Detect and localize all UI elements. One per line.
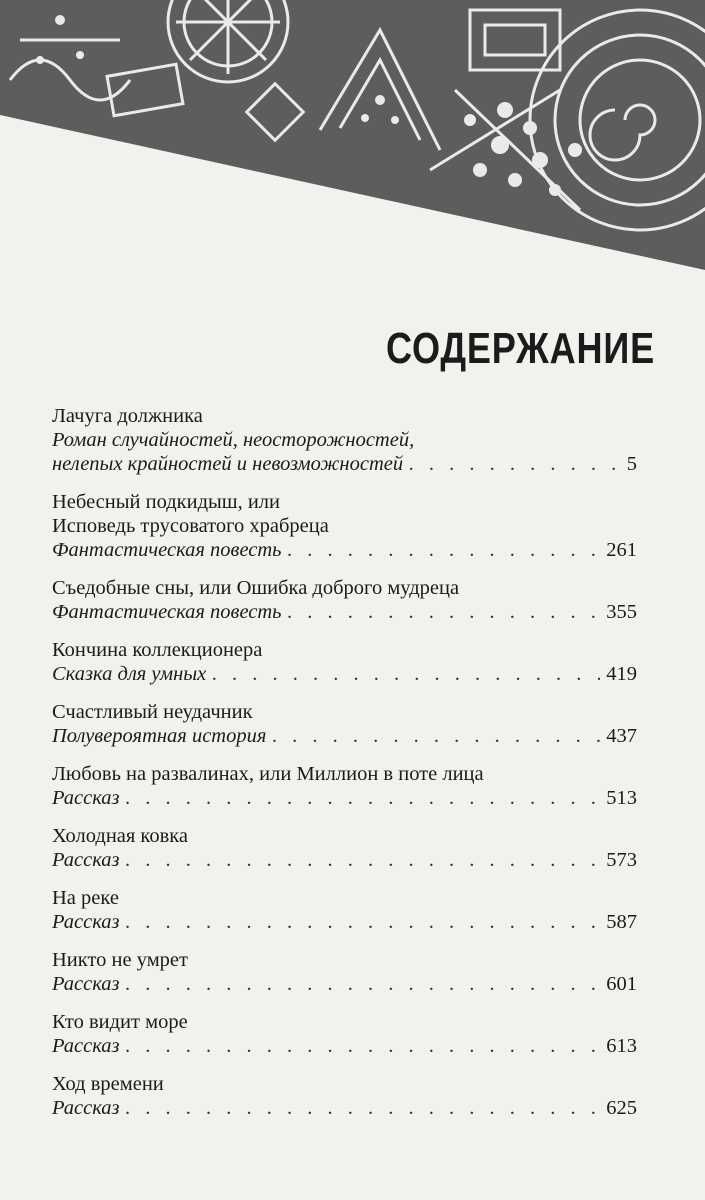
page-number: 601: [606, 973, 637, 995]
toc-entry: [52, 762, 637, 810]
toc-entry-title: На реке: [52, 887, 119, 909]
toc-entry-subtitle: [52, 786, 637, 810]
toc-entry: [52, 576, 637, 624]
toc-entry-subtitle-text: Рассказ: [52, 973, 120, 995]
toc-entry: [52, 1010, 637, 1058]
toc-entry-subtitle-text: Сказка для умных: [52, 663, 207, 685]
toc-entry-title: Никто не умрет: [52, 949, 188, 971]
page-title: СОДЕРЖАНИЕ: [385, 324, 655, 373]
toc-entry-title: Любовь на развалинах, или Миллион в поте лица: [52, 763, 484, 785]
page-number: 587: [606, 911, 637, 933]
toc-entry-subtitle-text: Рассказ: [52, 1097, 120, 1119]
toc-entry-title: Съедобные сны, или Ошибка доброго мудреца: [52, 577, 460, 599]
dot-leader: [288, 600, 601, 624]
page-number: 437: [606, 725, 637, 747]
dot-leader: [409, 452, 621, 476]
toc-entry: [52, 404, 637, 476]
dot-leader: [126, 910, 601, 934]
toc-entry-subtitle-text: Фантастическая повесть: [52, 539, 282, 561]
toc-entry-subtitle: [52, 848, 637, 872]
toc-entry-subtitle-text: Рассказ: [52, 787, 120, 809]
toc-entry-title: Небесный подкидыш, или: [52, 491, 281, 513]
page-number: 613: [606, 1035, 637, 1057]
toc-entry: [52, 948, 637, 996]
toc-entry-subtitle: [52, 972, 637, 996]
toc-entry-title: Холодная ковка: [52, 825, 189, 847]
dot-leader: [212, 662, 600, 686]
toc-entry: [52, 490, 637, 562]
page-number: 419: [606, 663, 637, 685]
toc-entry-subtitle: [52, 1096, 637, 1120]
toc-entry-subtitle-text: Рассказ: [52, 849, 120, 871]
toc-entry-subtitle-text: Фантастическая повесть: [52, 601, 282, 623]
dot-leader: [126, 786, 601, 810]
dot-leader: [126, 1096, 601, 1120]
toc-entry: [52, 1072, 637, 1120]
page-number: 573: [606, 849, 637, 871]
page-number: 513: [606, 787, 637, 809]
page-number: 355: [606, 601, 637, 623]
toc-entry-subtitle: [52, 662, 637, 686]
toc-entry-subtitle: [52, 1034, 637, 1058]
toc-entry-subtitle-text: Рассказ: [52, 911, 120, 933]
toc-entry-subtitle: [52, 600, 637, 624]
toc-entry-subtitle-text: нелепых крайностей и невозможностей: [52, 453, 404, 475]
toc-entry-subtitle: [52, 724, 637, 748]
toc-entry: [52, 886, 637, 934]
page-number: 625: [606, 1097, 637, 1119]
toc-entry-subtitle: [52, 910, 637, 934]
toc-entry-subtitle: [52, 538, 637, 562]
dot-leader: [288, 538, 601, 562]
dot-leader: [126, 972, 601, 996]
page-number: 5: [626, 453, 637, 475]
dot-leader: [126, 1034, 601, 1058]
toc-entry-title: Исповедь трусоватого храбреца: [52, 515, 329, 537]
toc-entry-title: Счастливый неудачник: [52, 701, 253, 723]
toc-entry-subtitle: Роман случайностей, неосторожностей,: [52, 429, 415, 451]
page-number: 261: [606, 539, 637, 561]
toc-entry: [52, 824, 637, 872]
toc-entry-title: Лачуга должника: [52, 405, 203, 427]
dot-leader: [126, 848, 601, 872]
toc-entry-title: Кончина коллекционера: [52, 639, 263, 661]
toc-entry-title: Кто видит море: [52, 1011, 188, 1033]
toc-entry-title: Ход времени: [52, 1073, 164, 1095]
toc-entry-subtitle: [52, 452, 637, 476]
dot-leader: [272, 724, 600, 748]
toc-entry-subtitle-text: Рассказ: [52, 1035, 120, 1057]
toc-entry: [52, 638, 637, 686]
toc-entry-subtitle-text: Полувероятная история: [52, 725, 267, 747]
toc-entry: [52, 700, 637, 748]
decorative-ornament-banner: [0, 0, 705, 270]
table-of-contents: [52, 404, 637, 1134]
